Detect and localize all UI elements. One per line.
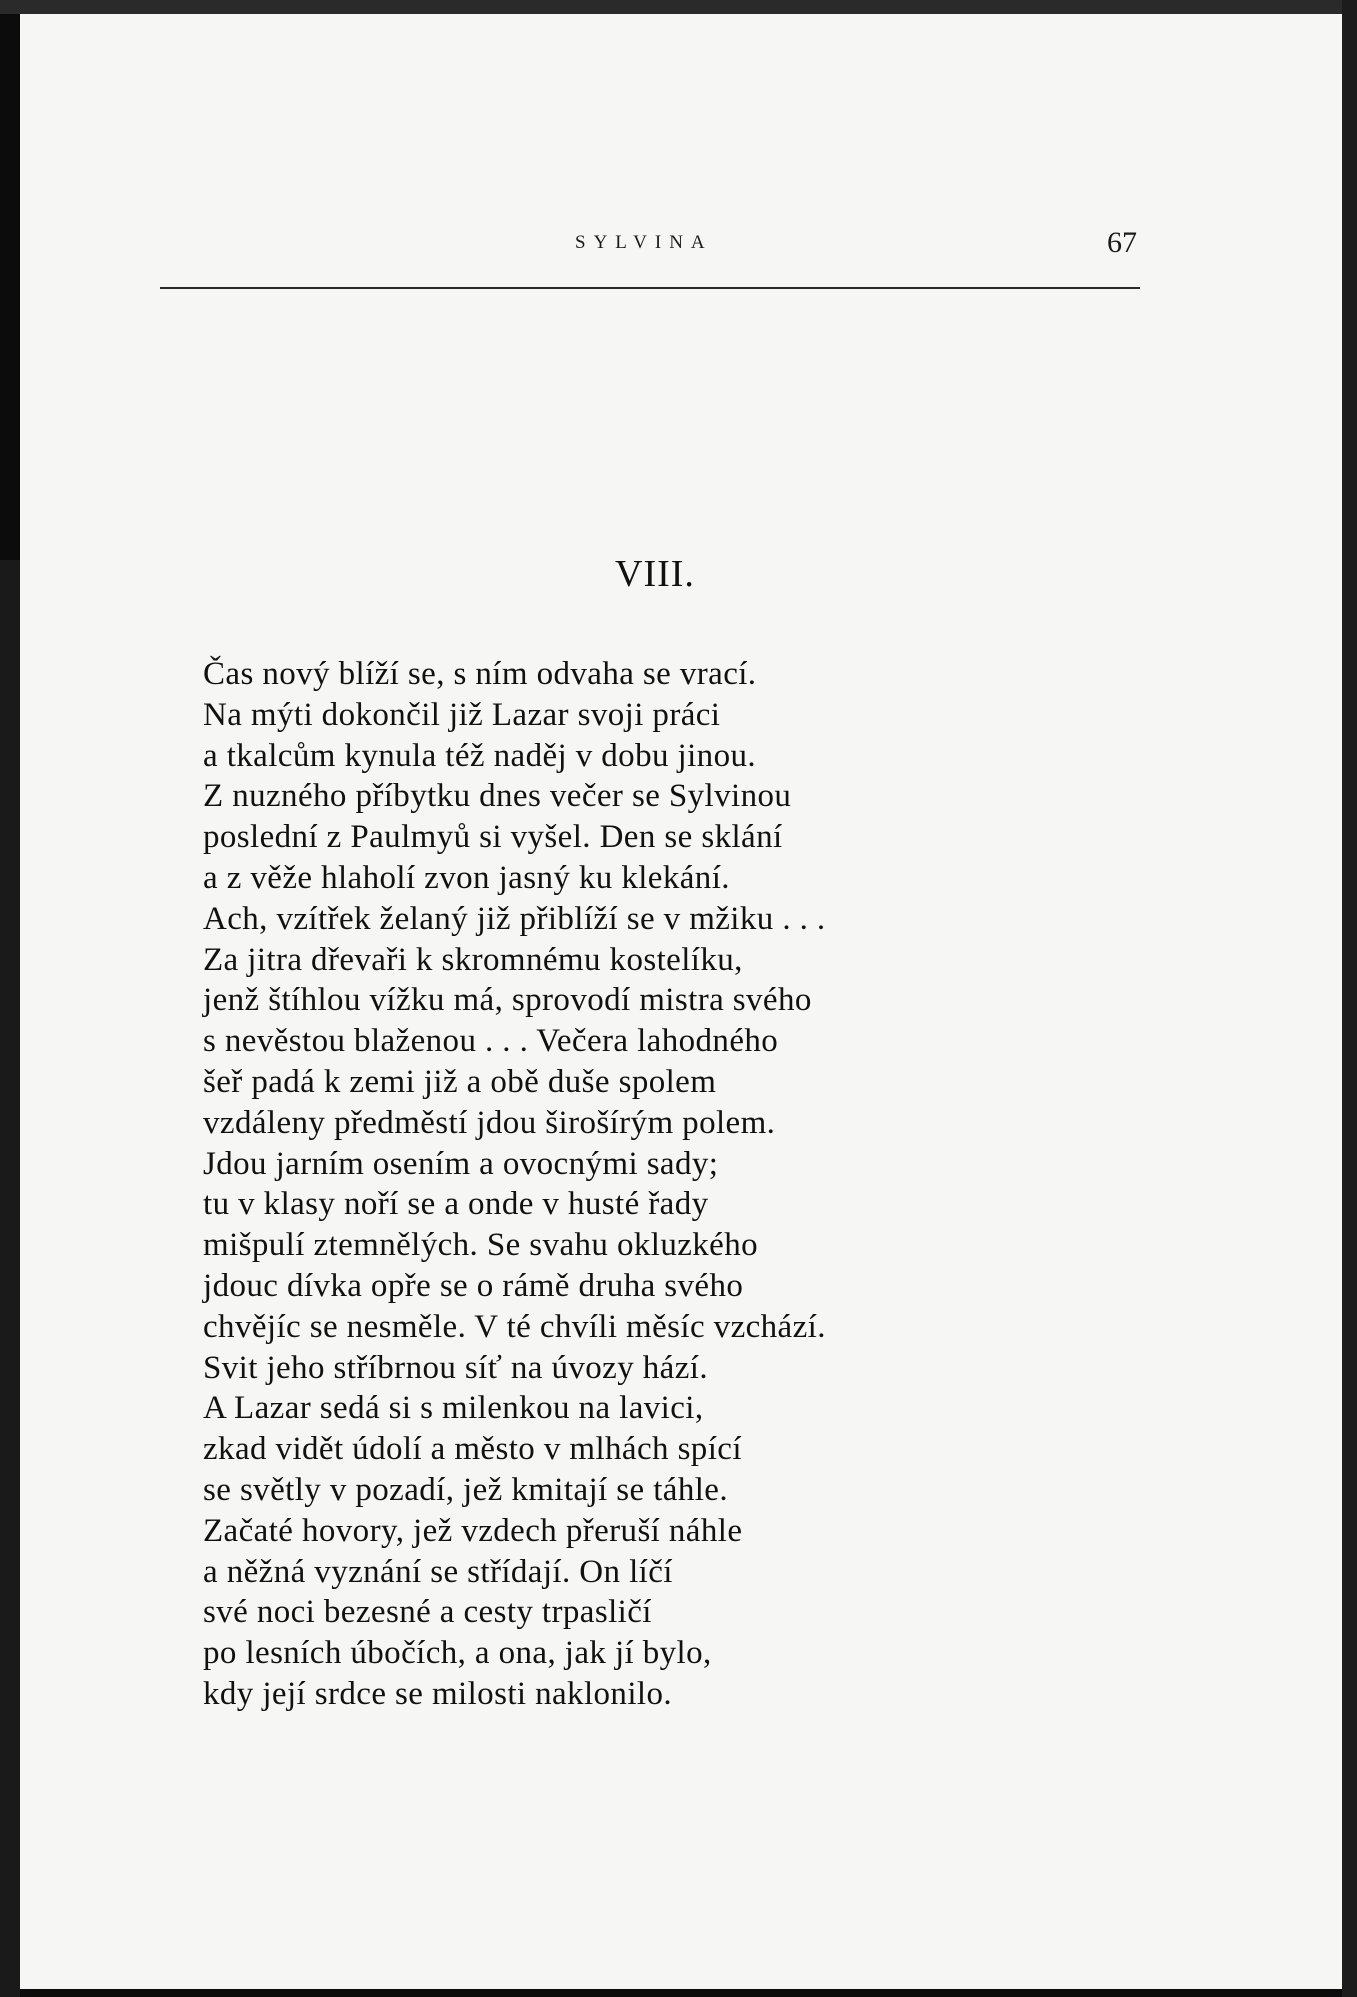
poem-line: chvějíc se nesměle. V té chvíli měsíc vzchází. bbox=[203, 1308, 826, 1345]
poem-line: Svit jeho stříbrnou síť na úvozy hází. bbox=[203, 1349, 708, 1386]
poem-line: jdouc dívka opře se o rámě druha svého bbox=[203, 1267, 744, 1304]
header-rule bbox=[160, 287, 1140, 289]
poem-line: zkad vidět údolí a město v mlhách spící bbox=[203, 1431, 742, 1468]
poem-line: Začaté hovory, jež vzdech přeruší náhle bbox=[203, 1512, 743, 1549]
scan-border-left bbox=[0, 560, 20, 1997]
scan-border-top bbox=[0, 0, 1357, 14]
poem-line: své noci bezesné a cesty trpasličí bbox=[203, 1594, 652, 1631]
poem-line: po lesních úbočích, a ona, jak jí bylo, bbox=[203, 1635, 712, 1672]
poem-line: šeř padá k zemi již a obě duše spolem bbox=[203, 1063, 717, 1100]
poem-text bbox=[203, 654, 1103, 1715]
poem-line: Z nuzného příbytku dnes večer se Sylvinou bbox=[203, 778, 792, 815]
poem-line: Za jitra dřevaři k skromnému kostelíku, bbox=[203, 941, 743, 978]
poem-line: kdy její srdce se milosti naklonilo. bbox=[203, 1675, 673, 1712]
book-page bbox=[20, 14, 1342, 1989]
poem-line: Jdou jarním osením a ovocnými sady; bbox=[203, 1145, 719, 1182]
poem-line: a něžná vyznání se střídají. On líčí bbox=[203, 1553, 673, 1590]
poem-line: Ach, vzítřek želaný již přiblíží se v mžiku . . . bbox=[203, 900, 826, 937]
scan-border-right bbox=[1342, 0, 1357, 1997]
poem-line: s nevěstou blaženou . . . Večera lahodného bbox=[203, 1023, 779, 1060]
poem-line: a z věže hlaholí zvon jasný ku klekání. bbox=[203, 859, 730, 896]
poem-line: jenž štíhlou vížku má, sprovodí mistra svého bbox=[203, 982, 812, 1019]
poem-line: a tkalcům kynula též naděj v dobu jinou. bbox=[203, 737, 757, 774]
poem-line: Na mýti dokončil již Lazar svoji práci bbox=[203, 696, 721, 733]
poem-line: Čas nový blíží se, s ním odvaha se vrací. bbox=[203, 656, 757, 692]
poem-line: vzdáleny předměstí jdou širošírým polem. bbox=[203, 1104, 776, 1141]
poem-line: poslední z Paulmyů si vyšel. Den se sklání bbox=[203, 819, 783, 856]
poem-line: A Lazar sedá si s milenkou na lavici, bbox=[203, 1390, 704, 1427]
poem-line: se světly v pozadí, jež kmitají se táhle. bbox=[203, 1471, 728, 1508]
chapter-heading: VIII. bbox=[615, 553, 695, 595]
poem-line: tu v klasy noří se a onde v husté řady bbox=[203, 1186, 709, 1223]
running-title: SYLVINA bbox=[575, 232, 713, 253]
poem-line: mišpulí ztemnělých. Se svahu okluzkého bbox=[203, 1227, 759, 1264]
page-number: 67 bbox=[1107, 226, 1137, 259]
